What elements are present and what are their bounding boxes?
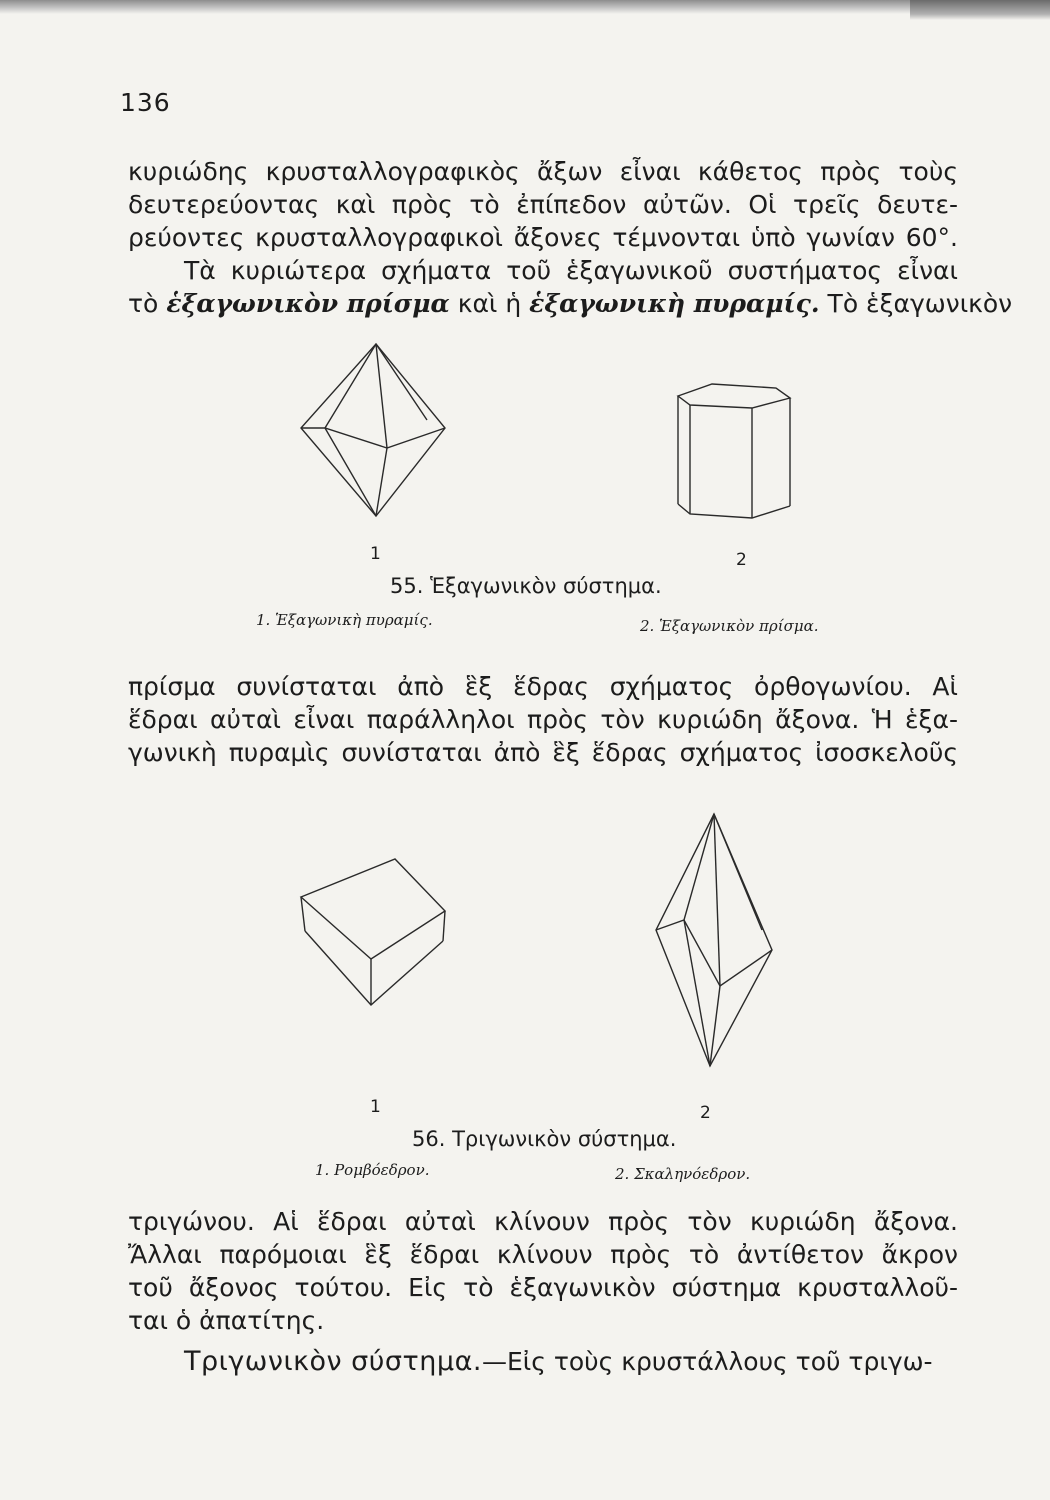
scan-edge-shadow <box>0 0 1050 14</box>
paragraph-prism-description <box>128 670 958 769</box>
text-line: γωνικὴ πυραμὶς συνίσταται ἀπὸ ἓξ ἕδρας σχήματος ἰσοσκελοῦς <box>128 738 958 767</box>
page-number: 136 <box>120 88 171 117</box>
text-line: δευτερεύοντας καὶ πρὸς τὸ ἐπίπεδον αὐτῶν. Οἱ τρεῖς δευτε- <box>128 190 958 219</box>
text-line: τριγώνου. Αἱ ἕδραι αὐταὶ κλίνουν πρὸς τὸν κυριώδη ἄξονα. <box>128 1207 958 1236</box>
text-line: κυριώδης κρυσταλλογραφικὸς ἄξων εἶναι κάθετος πρὸς τοὺς <box>128 157 958 186</box>
text-line: Ἄλλαι παρόμοιαι ἓξ ἕδραι κλίνουν πρὸς τὸ ἀντίθετον ἄκρον <box>128 1240 958 1269</box>
section-heading-trigonal-system: Τριγωνικὸν σύστημα. <box>184 1346 482 1377</box>
text-fragment: τὸ <box>128 289 159 318</box>
text-fragment: —Εἰς τοὺς κρυστάλλους τοῦ τριγω- <box>481 1347 933 1376</box>
text-line: Τὰ κυριώτερα σχήματα τοῦ ἑξαγωνικοῦ συστήματος εἶναι <box>184 256 958 285</box>
term-hexagonal-prism: ἑξαγωνικὸν πρίσμα <box>166 289 450 318</box>
figure-subcaption: 2. Ἑξαγωνικὸν πρίσμα. <box>640 617 819 635</box>
figure-subcaption: 1. Ἑξαγωνικὴ πυραμίς. <box>256 611 433 629</box>
text-line: ρεύοντες κρυσταλλογραφικοὶ ἄξονες τέμνονται ὑπὸ γωνίαν 60°. <box>128 223 958 252</box>
paragraph-hexagonal-intro <box>128 155 1013 320</box>
scan-corner-shadow <box>910 0 1050 20</box>
figure-subcaption: 1. Ρομβόεδρον. <box>315 1161 430 1179</box>
paragraph-pyramid-description <box>128 1205 958 1337</box>
figure-caption: 55. Ἑξαγωνικὸν σύστημα. <box>390 574 662 598</box>
text-fragment: Τὸ ἑξαγωνικὸν <box>827 289 1013 318</box>
paragraph-trigonal-intro <box>128 1345 958 1378</box>
text-line: πρίσμα συνίσταται ἀπὸ ἓξ ἕδρας σχήματος ὀρθογωνίου. Αἱ <box>128 672 958 701</box>
text-line: ται ὁ ἀπατίτης. <box>128 1306 325 1335</box>
text-line: ἕδραι αὐταὶ εἶναι παράλληλοι πρὸς τὸν κυριώδη ἄξονα. Ἡ ἑξα- <box>128 705 958 734</box>
figure-hexagonal-pyramid <box>295 340 465 520</box>
figure-number: 1 <box>370 1097 381 1117</box>
text-line <box>128 1345 958 1378</box>
figure-number: 2 <box>736 550 747 570</box>
figure-number: 1 <box>370 544 381 564</box>
figure-rhombohedron <box>295 855 455 1015</box>
figure-number: 2 <box>700 1103 711 1123</box>
term-hexagonal-pyramid: ἑξαγωνικὴ πυραμίς. <box>529 289 820 318</box>
text-line <box>128 287 1013 320</box>
figure-caption: 56. Τριγωνικὸν σύστημα. <box>412 1127 677 1151</box>
text-line: τοῦ ἄξονος τούτου. Εἰς τὸ ἑξαγωνικὸν σύστημα κρυσταλλοῦ- <box>128 1273 958 1302</box>
figure-subcaption: 2. Σκαληνόεδρον. <box>615 1165 751 1183</box>
figure-hexagonal-prism <box>670 378 800 528</box>
text-fragment: καὶ ἡ <box>457 289 522 318</box>
figure-scalenohedron <box>650 810 780 1080</box>
